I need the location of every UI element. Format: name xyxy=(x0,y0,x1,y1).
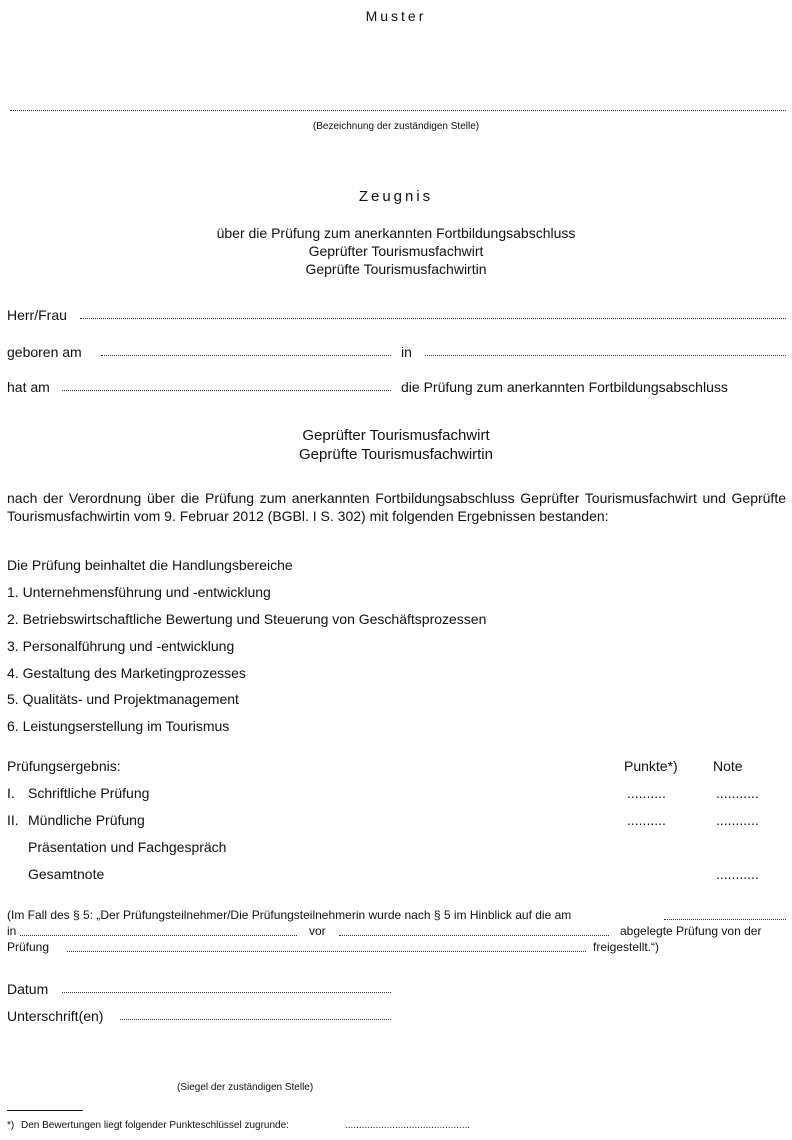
oral-exam-label: Mündliche Prüfung xyxy=(28,812,145,828)
exemption-place-line xyxy=(20,935,297,936)
exam-text: die Prüfung zum anerkannten Fortbildungsabschluss xyxy=(401,379,728,395)
areas-intro: Die Prüfung beinhaltet die Handlungsbereiche xyxy=(7,557,293,573)
oral-exam-number: II. xyxy=(7,812,19,828)
exemption-pruefung-word: Prüfung xyxy=(7,940,50,954)
authority-dotted-line xyxy=(10,110,786,111)
written-grade-field: ........... xyxy=(716,785,759,801)
date-field-line xyxy=(62,992,391,993)
results-label: Prüfungsergebnis: xyxy=(7,758,121,774)
authority-caption: (Bezeichnung der zuständigen Stelle) xyxy=(312,121,480,132)
document-title: Zeugnis xyxy=(358,188,434,205)
oral-grade-field: ........... xyxy=(716,812,759,828)
exemption-vor-word: vor xyxy=(309,924,326,938)
regulation-paragraph: nach der Verordnung über die Prüfung zum anerkannten Fortbildungsabschluss Geprüfter Tourismusfachwirt und Geprüfte Tourismusfachwirtin vom 9. Februar 2012 (BGBl. I S. 302) mit folgenden Ergebnissen bestanden: xyxy=(7,490,786,524)
birthdate-field-line xyxy=(101,355,391,356)
birthplace-label: in xyxy=(401,344,412,360)
points-column-header: Punkte*) xyxy=(624,758,678,774)
signature-field-line xyxy=(120,1019,391,1020)
area-item: 2. Betriebswirtschaftliche Bewertung und Steuerung von Geschäftsprozessen xyxy=(7,611,487,627)
date-label: Datum xyxy=(7,981,49,997)
exemption-body-line xyxy=(339,935,609,936)
presentation-label: Präsentation und Fachgespräch xyxy=(28,839,227,855)
area-item: 6. Leistungserstellung im Tourismus xyxy=(7,718,230,734)
grade-column-header: Note xyxy=(713,758,743,774)
exemption-taken-text: abgelegte Prüfung von der xyxy=(620,924,762,938)
area-item: 3. Personalführung und -entwicklung xyxy=(7,638,235,654)
exemption-exam-line xyxy=(67,951,586,952)
area-item: 4. Gestaltung des Marketingprozesses xyxy=(7,665,246,681)
exemption-in-word: in xyxy=(7,924,17,938)
muster-label: Muster xyxy=(365,8,427,24)
born-label: geboren am xyxy=(7,344,82,360)
exam-date-label: hat am xyxy=(7,379,50,395)
oral-points-field: .......... xyxy=(627,812,666,828)
footnote-dots: ............................................. xyxy=(345,1120,471,1131)
name-label: Herr/Frau xyxy=(7,307,67,323)
exam-date-field-line xyxy=(62,390,391,391)
qualification-line-2: Geprüfte Tourismusfachwirtin xyxy=(299,446,493,463)
subtitle-line-3: Geprüfte Tourismusfachwirtin xyxy=(305,261,487,277)
footnote-text: Den Bewertungen liegt folgender Punkteschlüssel zugrunde: xyxy=(21,1120,289,1131)
signature-label: Unterschrift(en) xyxy=(7,1008,104,1024)
footnote-marker: *) xyxy=(7,1120,15,1131)
exemption-date-line xyxy=(664,919,786,920)
seal-caption: (Siegel der zuständigen Stelle) xyxy=(177,1082,314,1093)
exemption-line-1: (Im Fall des § 5: „Der Prüfungsteilnehmer/Die Prüfungsteilnehmerin wurde nach § 5 im Hinblick auf die am xyxy=(7,908,572,922)
qualification-line-1: Geprüfter Tourismusfachwirt xyxy=(302,427,490,444)
area-item: 1. Unternehmensführung und -entwicklung xyxy=(7,584,271,600)
overall-grade-field: ........... xyxy=(716,866,759,882)
subtitle-line-2: Geprüfter Tourismusfachwirt xyxy=(308,243,484,259)
exemption-freigestellt: freigestellt.“) xyxy=(593,940,660,954)
overall-grade-label: Gesamtnote xyxy=(28,866,105,882)
area-item: 5. Qualitäts- und Projektmanagement xyxy=(7,691,239,707)
written-exam-number: I. xyxy=(7,785,15,801)
birthplace-field-line xyxy=(425,355,786,356)
written-exam-label: Schriftliche Prüfung xyxy=(28,785,150,801)
name-field-line xyxy=(80,318,786,319)
subtitle-line-1: über die Prüfung zum anerkannten Fortbildungsabschluss xyxy=(216,225,576,241)
written-points-field: .......... xyxy=(627,785,666,801)
footnote-rule xyxy=(7,1110,83,1111)
